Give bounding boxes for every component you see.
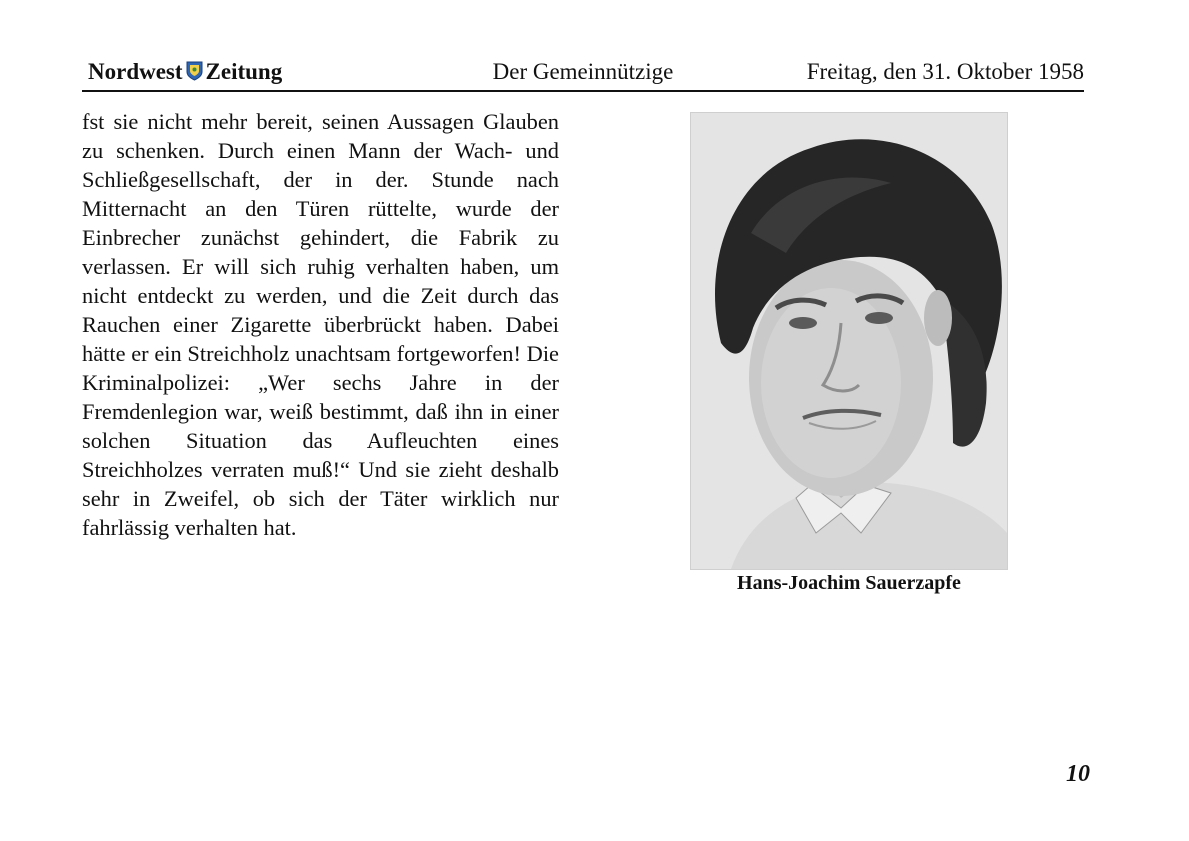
portrait-image [691, 113, 1007, 569]
page-number: 10 [1066, 761, 1090, 787]
page-header [82, 56, 1084, 92]
portrait-photo [690, 112, 1008, 570]
issue-date: Freitag, den 31. Oktober 1958 [806, 59, 1084, 84]
masthead-right: Zeitung [205, 59, 283, 84]
masthead-left: Nordwest [88, 59, 183, 84]
section-title: Der Gemeinnützige [492, 59, 674, 84]
article-text: fst sie nicht mehr bereit, seinen Aussagen Glauben zu schenken. Durch einen Mann der Wach- und Schließgesellschaft, der in der. Stunde nach Mitternacht an den Türen rüttelte, wurde der Einbrecher zunächst gehindert, die Fabrik zu verlassen. Er will sich ruhig verhalten haben, um nicht entdeckt zu werden, und die Zeit durch das Rauchen einer Zigarette überbrückt haben. Dabei hätte er ein Streichholz unachtsam fortgeworfen! Die Kriminalpolizei: „Wer sechs Jahre in der Fremdenlegion war, weiß bestimmt, daß ihn in einer solchen Situation das Aufleuchten eines Streichholzes verraten muß!“ Und sie zieht deshalb sehr in Zweifel, ob sich der Täter wirklich nur fahrlässig verhalten hat. [82, 109, 559, 540]
photo-caption: Hans-Joachim Sauerzapfe [737, 572, 961, 594]
